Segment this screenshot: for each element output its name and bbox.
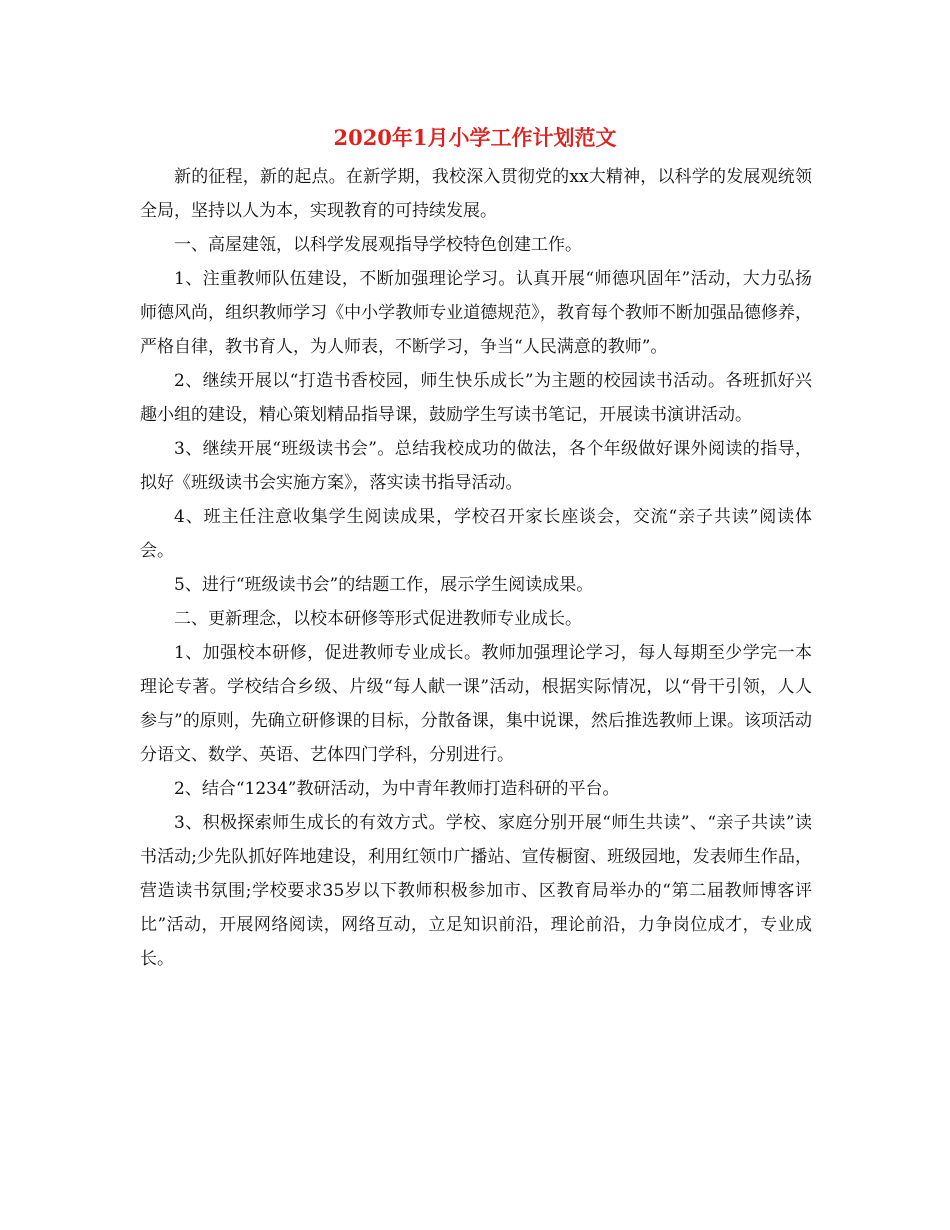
paragraph-2-3: 3、积极探索师生成长的有效方式。学校、家庭分别开展“师生共读”、“亲子共读”读书活动;少先队抓好阵地建设，利用红领巾广播站、宣传橱窗、班级园地，发表师生作品，营造读书氛围;学校要求35岁以下教师积极参加市、区教育局举办的“第二届教师博客评比”活动，开展网络阅读，网络互动，立足知识前沿，理论前沿，力争岗位成才，专业成长。: [140, 813, 812, 969]
paragraph-intro: 新的征程，新的起点。在新学期，我校深入贯彻党的xx大精神，以科学的发展观统领全局，坚持以人为本，实现教育的可持续发展。: [140, 167, 812, 221]
section-heading-1: 一、高屋建瓴，以科学发展观指导学校特色创建工作。: [174, 235, 582, 255]
paragraph-1-4: 4、班主任注意收集学生阅读成果，学校召开家长座谈会，交流“亲子共读”阅读体会。: [140, 507, 812, 561]
paragraph-1-5: 5、进行“班级读书会”的结题工作，展示学生阅读成果。: [174, 575, 594, 595]
paragraph-1-1: 1、注重教师队伍建设，不断加强理论学习。认真开展“师德巩固年”活动，大力弘扬师德风尚，组织教师学习《中小学教师专业道德规范》，教育每个教师不断加强品德修养，严格自律，教书育人，为人师表，不断学习，争当“人民满意的教师”。: [140, 269, 812, 357]
paragraph-2-1: 1、加强校本研修，促进教师专业成长。教师加强理论学习，每人每期至少学完一本理论专著。学校结合乡级、片级“每人献一课”活动，根据实际情况，以“骨干引领，人人参与”的原则，先确立研修课的目标，分散备课，集中说课，然后推选教师上课。该项活动分语文、数学、英语、艺体四门学科，分别进行。: [140, 643, 812, 765]
document-body: [140, 160, 812, 976]
document-title: 2020年1月小学工作计划范文: [333, 125, 617, 150]
section-heading-2: 二、更新理念，以校本研修等形式促进教师专业成长。: [174, 609, 582, 629]
paragraph-1-2: 2、继续开展以“打造书香校园，师生快乐成长”为主题的校园读书活动。各班抓好兴趣小组的建设，精心策划精品指导课，鼓励学生写读书笔记，开展读书演讲活动。: [140, 371, 812, 425]
paragraph-2-2: 2、结合“1234”教研活动，为中青年教师打造科研的平台。: [174, 779, 620, 799]
paragraph-1-3: 3、继续开展“班级读书会”。总结我校成功的做法，各个年级做好课外阅读的指导，拟好《班级读书会实施方案》，落实读书指导活动。: [140, 439, 812, 493]
